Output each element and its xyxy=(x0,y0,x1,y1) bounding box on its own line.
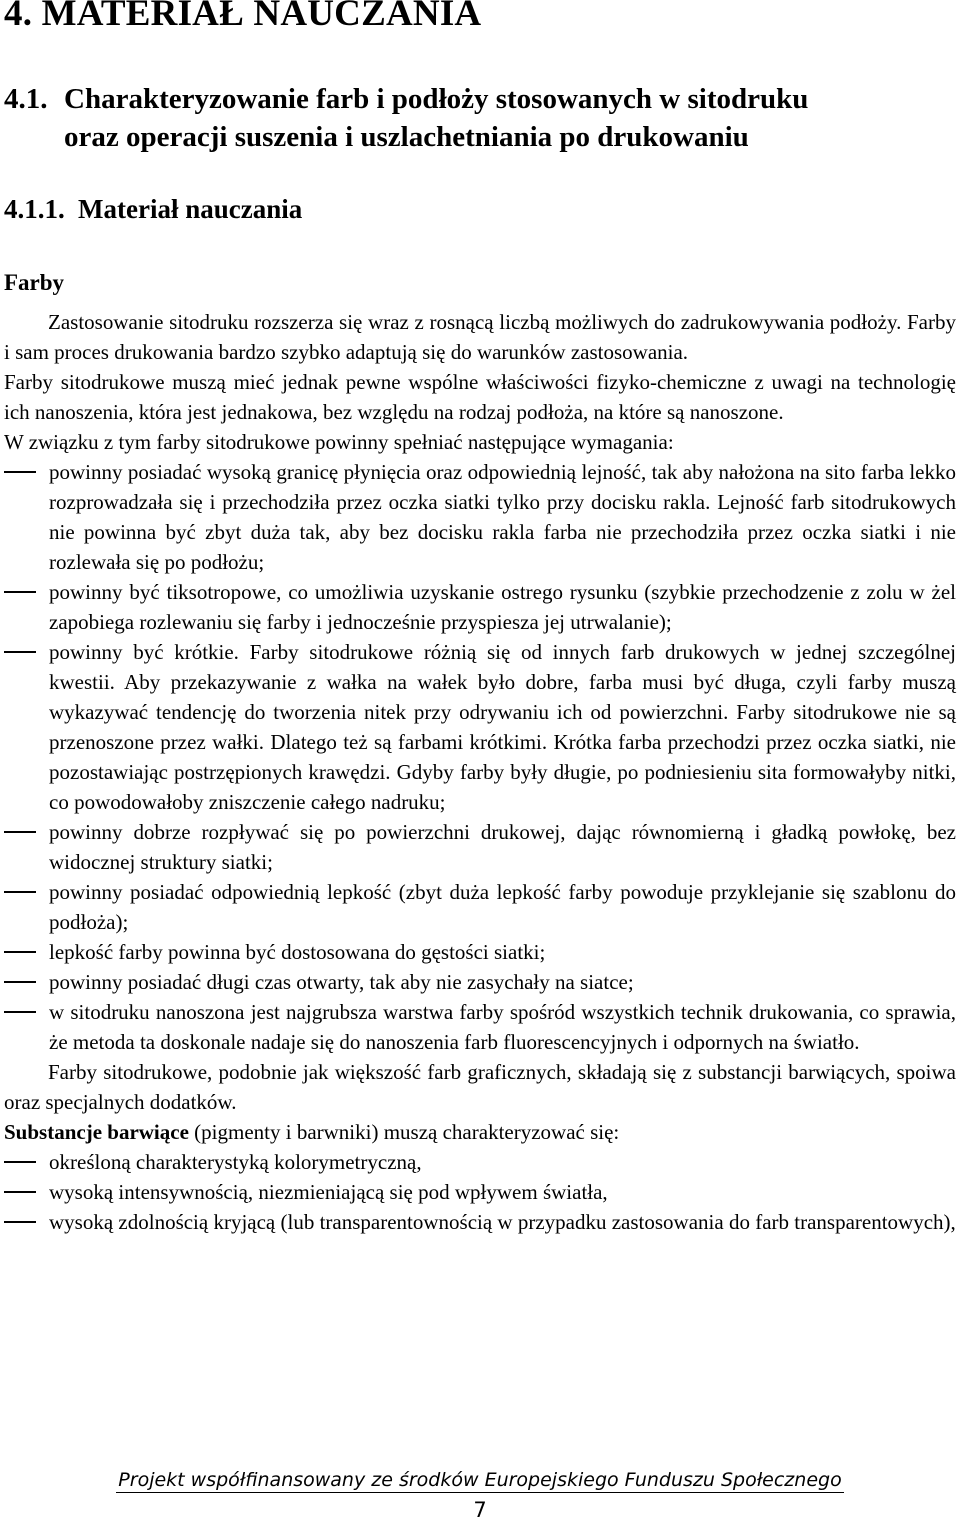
list-item: powinny dobrze rozpływać się po powierzchni drukowej, dając równomierną i gładką powłokę, bez widocznej struktury siatki; xyxy=(4,817,956,877)
list-item: w sitodruku nanoszona jest najgrubsza warstwa farby spośród wszystkich technik drukowania, co sprawia, że metoda ta doskonale nadaje się do nanoszenia farb fluorescencyjnych i odpornych na światło. xyxy=(4,997,956,1057)
topic-title: Farby xyxy=(4,270,65,295)
page-number: 7 xyxy=(473,1498,487,1522)
paragraph-substances xyxy=(4,1117,956,1147)
dash-bullet-icon xyxy=(4,471,36,473)
section-number: 4.1. xyxy=(4,83,48,115)
list-item: powinny być tiksotropowe, co umożliwia uzyskanie ostrego rysunku (szybkie przechodzenie z zolu w żel zapobiega rozlewaniu się farby i jednocześnie przyspiesza jej utrwalanie); xyxy=(4,577,956,637)
list-item: wysoką zdolnością kryjącą (lub transparentownością w przypadku zastosowania do farb transparentowych), xyxy=(4,1207,956,1237)
dash-bullet-icon xyxy=(4,831,36,833)
dash-bullet-icon xyxy=(4,981,36,983)
dash-bullet-icon xyxy=(4,1161,36,1163)
paragraph-intro: Zastosowanie sitodruku rozszerza się wraz z rosnącą liczbą możliwych do zadrukowywania podłoży. Farby i sam proces drukowania bardzo szybko adaptują się do warunków zastosowania. xyxy=(4,310,956,364)
dash-bullet-icon xyxy=(4,591,36,593)
subsection-heading xyxy=(4,194,302,225)
chapter-heading: 4. MATERIAŁ NAUCZANIA xyxy=(4,0,482,34)
list-item: wysoką intensywnością, niezmieniającą się pod wpływem światła, xyxy=(4,1177,956,1207)
dash-bullet-icon xyxy=(4,1191,36,1193)
dash-bullet-icon xyxy=(4,891,36,893)
section-title-line2: oraz operacji suszenia i uszlachetniania po drukowaniu xyxy=(64,121,749,153)
subsection-number: 4.1.1. xyxy=(4,194,65,224)
list-item: powinny być krótkie. Farby sitodrukowe różnią się od innych farb drukowych w jednej szczególnej kwestii. Aby przekazywanie z wałka na wałek było dobre, farba musi być długa, czyli farby muszą wykazywać tendencję do tworzenia nitek przy odrywaniu ich od powierzchni. Farby sitodrukowe nie są przenoszone przez wałki. Dlatego też są farbami krótkimi. Krótka farba przechodzi przez oczka siatki, nie pozostawiając postrzępionych krawędzi. Gdyby farby były długie, po podniesieniu sita formowałyby nitki, co powodowałoby zniszczenie całego nadruku; xyxy=(4,637,956,817)
substances-text: (pigmenty i barwniki) muszą charakteryzować się: xyxy=(188,1120,620,1144)
substances-label: Substancje barwiące xyxy=(4,1120,189,1144)
paragraph-composition: Farby sitodrukowe, podobnie jak większość farb graficznych, składają się z substancji barwiących, spoiwa oraz specjalnych dodatków. xyxy=(4,1060,956,1114)
section-title-line1: Charakteryzowanie farb i podłoży stosowanych w sitodruku xyxy=(64,83,809,115)
dash-bullet-icon xyxy=(4,1221,36,1223)
requirements-list xyxy=(4,457,956,1057)
list-item: określoną charakterystyką kolorymetryczną, xyxy=(4,1147,956,1177)
list-item: lepkość farby powinna być dostosowana do gęstości siatki; xyxy=(4,937,956,967)
subsection-title: Materiał nauczania xyxy=(78,194,303,224)
footer-text: Projekt współfinansowany ze środków Europejskiego Funduszu Społecznego xyxy=(118,1469,842,1491)
list-item: powinny posiadać wysoką granicę płynięcia oraz odpowiednią lejność, tak aby nałożona na sito farba lekko rozprowadzała się i przechodziła przez oczka siatki tylko przy docisku rakla. Lejność farb sitodrukowych nie powinna być zbyt duża tak, aby bez docisku rakla farba nie przechodziła przez oczka siatki i nie rozlewała się po podłożu; xyxy=(4,457,956,577)
paragraph-properties: Farby sitodrukowe muszą mieć jednak pewne wspólne właściwości fizyko-chemiczne z uwagi na technologię ich nanoszenia, która jest jednakowa, bez względu na rodzaj podłoża, na które są nanoszone. xyxy=(4,370,956,424)
dash-bullet-icon xyxy=(4,1011,36,1013)
body-text xyxy=(4,307,956,1237)
page-footer xyxy=(0,1468,960,1493)
substances-list xyxy=(4,1147,956,1237)
list-item: powinny posiadać długi czas otwarty, tak aby nie zasychały na siatce; xyxy=(4,967,956,997)
section-heading xyxy=(4,80,808,156)
dash-bullet-icon xyxy=(4,651,36,653)
paragraph-requirements-intro: W związku z tym farby sitodrukowe powinny spełniać następujące wymagania: xyxy=(4,430,674,454)
dash-bullet-icon xyxy=(4,951,36,953)
list-item: powinny posiadać odpowiednią lepkość (zbyt duża lepkość farby powoduje przyklejanie się szablonu do podłoża); xyxy=(4,877,956,937)
